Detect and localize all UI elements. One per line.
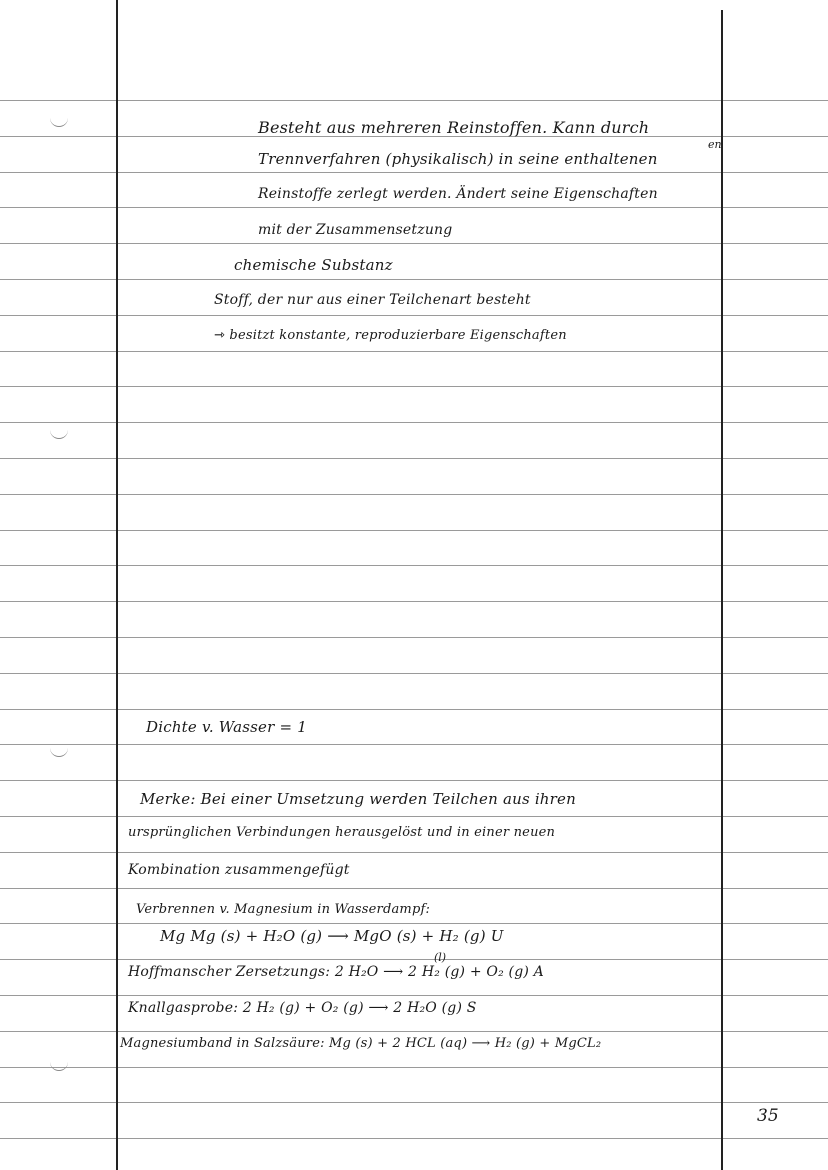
page-number: 35 [757,1106,779,1126]
ruled-line [0,995,828,996]
ruled-line [0,1138,828,1139]
note-line: ursprünglichen Verbindungen herausgelöst und in einer neuen [128,825,556,840]
ruled-line [0,673,828,674]
ruled-line [0,530,828,531]
ruled-line [0,386,828,387]
ruled-line [0,852,828,853]
note-line: Trennverfahren (physikalisch) in seine enthaltenen [258,150,658,168]
ruled-line [0,172,828,173]
right-margin-line [721,10,723,1170]
note-line: Kombination zusammengefügt [128,862,350,878]
ruled-line [0,1067,828,1068]
equation-annotation: (l) [434,951,447,964]
note-line: Merke: Bei einer Umsetzung werden Teilchen aus ihren [140,790,576,808]
ruled-line [0,243,828,244]
equation-line: Hoffmanscher Zersetzungs: 2 H₂O ⟶ 2 H₂ (g) + O₂ (g) A [128,964,544,980]
ruled-line [0,1031,828,1032]
ruled-line [0,351,828,352]
note-line: mit der Zusammensetzung [258,222,453,238]
ruled-line [0,565,828,566]
equation-line: Mg Mg (s) + H₂O (g) ⟶ MgO (s) + H₂ (g) U [160,927,504,945]
ruled-line [0,780,828,781]
note-line: Reinstoffe zerlegt werden. Ändert seine Eigenschaften [258,186,658,202]
ruled-line [0,315,828,316]
note-line: chemische Substanz [234,256,393,274]
ruled-line [0,709,828,710]
ruled-line [0,422,828,423]
note-line: Verbrennen v. Magnesium in Wasserdampf: [136,902,431,917]
left-margin-line [116,0,118,1170]
ruled-line [0,744,828,745]
ruled-line [0,923,828,924]
ruled-line [0,601,828,602]
note-line: Stoff, der nur aus einer Teilchenart besteht [214,292,531,308]
ruled-line [0,637,828,638]
note-line: Dichte v. Wasser = 1 [146,718,307,736]
ruled-line [0,279,828,280]
equation-line: Magnesiumband in Salzsäure: Mg (s) + 2 HCL (aq) ⟶ H₂ (g) + MgCL₂ [120,1036,602,1051]
ruled-line [0,1102,828,1103]
ruled-line [0,207,828,208]
ruled-line [0,100,828,101]
equation-line: Knallgasprobe: 2 H₂ (g) + O₂ (g) ⟶ 2 H₂O (g) S [128,1000,477,1016]
ruled-line [0,458,828,459]
note-correction: en [708,138,722,151]
note-line: Besteht aus mehreren Reinstoffen. Kann durch [258,118,650,137]
ruled-line [0,494,828,495]
note-line: ⇾ besitzt konstante, reproduzierbare Eigenschaften [214,328,567,343]
ruled-line [0,816,828,817]
ruled-line [0,888,828,889]
ruled-line [0,959,828,960]
